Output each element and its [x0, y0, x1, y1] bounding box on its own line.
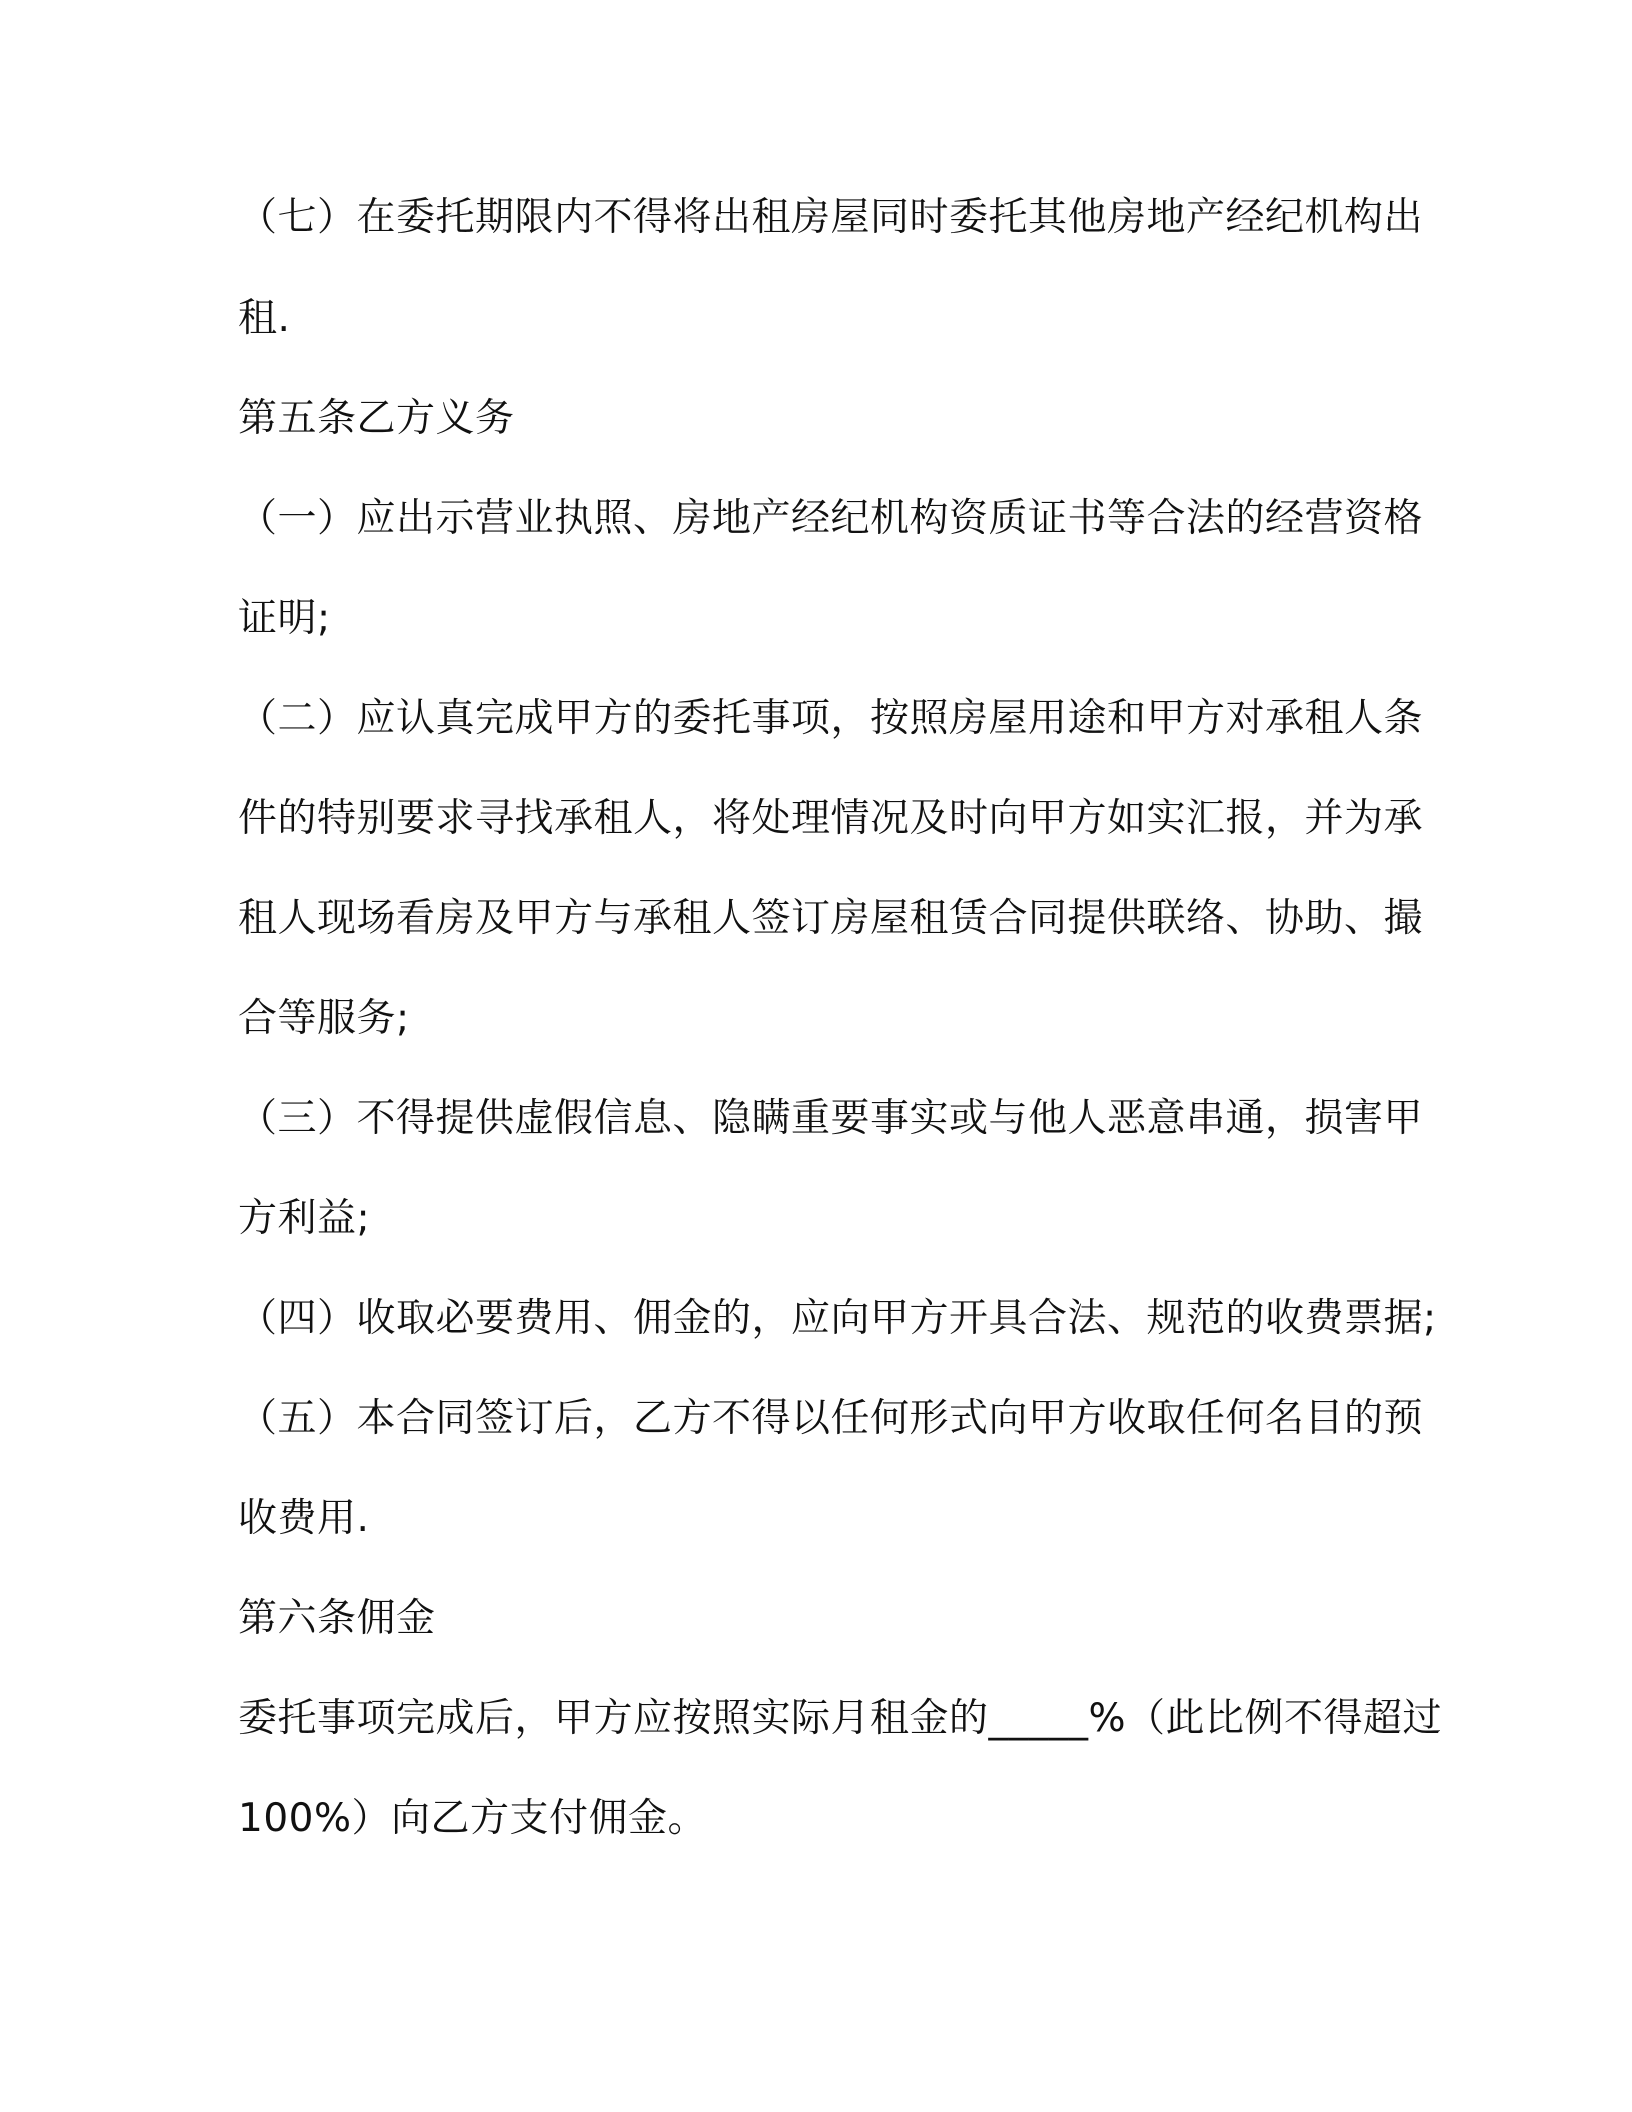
article-5-item-2-line-4: 合等服务; — [238, 996, 410, 1041]
article-5-item-2-line-2: 件的特别要求寻找承租人，将处理情况及时向甲方如实汇报，并为承 — [238, 796, 1424, 841]
article-5-item-4: （四）收取必要费用、佣金的，应向甲方开具合法、规范的收费票据; — [238, 1296, 1437, 1341]
article-5-item-1-line-2: 证明; — [238, 596, 331, 641]
article-5-heading: 第五条乙方义务 — [238, 396, 515, 441]
article-6-body-line-1: 委托事项完成后，甲方应按照实际月租金的_____%（此比例不得超过 — [238, 1696, 1443, 1741]
article-5-item-5-line-1: （五）本合同签订后，乙方不得以任何形式向甲方收取任何名目的预 — [238, 1396, 1424, 1441]
article-5-item-1-line-1: （一）应出示营业执照、房地产经纪机构资质证书等合法的经营资格 — [238, 496, 1424, 541]
article-5-item-3-line-1: （三）不得提供虚假信息、隐瞒重要事实或与他人恶意串通，损害甲 — [238, 1096, 1424, 1141]
article-5-item-2-line-3: 租人现场看房及甲方与承租人签订房屋租赁合同提供联络、协助、撮 — [238, 896, 1424, 941]
article-6-heading: 第六条佣金 — [238, 1596, 436, 1641]
article-5-item-5-line-2: 收费用. — [238, 1496, 370, 1541]
article-5-item-2-line-1: （二）应认真完成甲方的委托事项，按照房屋用途和甲方对承租人条 — [238, 696, 1424, 741]
clause-4-item-7-line-2: 租. — [238, 296, 291, 341]
article-5-item-3-line-2: 方利益; — [238, 1196, 371, 1241]
article-6-body-line-2: 100%）向乙方支付佣金。 — [238, 1796, 707, 1841]
clause-4-item-7-line-1: （七）在委托期限内不得将出租房屋同时委托其他房地产经纪机构出 — [238, 195, 1424, 240]
